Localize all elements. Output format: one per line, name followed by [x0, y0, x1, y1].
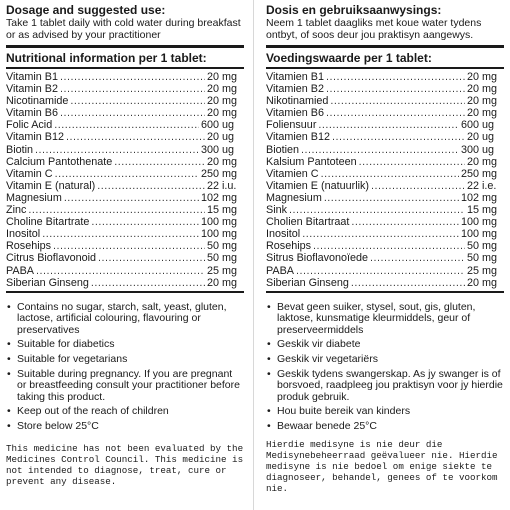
column-divider	[253, 0, 254, 510]
nutrient-name: Vitamien B6	[266, 107, 325, 120]
nutrient-row	[266, 95, 504, 107]
nutrient-unit: mg	[482, 95, 497, 108]
nutrient-value: 100	[200, 228, 219, 241]
nutrient-row	[6, 95, 244, 107]
info-bullets-af	[266, 302, 504, 433]
nutrient-unit: mg	[482, 252, 497, 265]
nutrient-value: 20	[466, 71, 479, 83]
nutrient-name: Citrus Bioflavonoid	[6, 252, 97, 265]
disclaimer-af: Hierdie medisyne is nie deur die Medisynebeheerraad geëvalueer nie. Hierdie medisyne is nie bedoel om enige siekte te diagnoseer, behandel, genees of te voorkom nie.	[266, 438, 498, 494]
dot-leader	[60, 107, 205, 119]
nutrient-value: 50	[206, 252, 219, 265]
nutrient-row	[6, 216, 244, 228]
nutrient-name: Biotien	[266, 143, 300, 156]
nutrient-name: Vitamien B1	[266, 71, 325, 83]
nutrient-unit: mg	[482, 216, 497, 229]
dot-leader	[70, 95, 205, 107]
nutrient-unit: ug	[482, 131, 495, 144]
dot-leader	[91, 277, 205, 289]
dot-leader	[91, 216, 199, 228]
nutrient-unit: mg	[482, 276, 497, 289]
nutrient-name: Cholien Bitartraat	[266, 216, 350, 229]
nutrient-value: 25	[466, 264, 479, 277]
nutrient-row	[266, 168, 504, 180]
nutrient-row	[6, 252, 244, 264]
nutrient-value: 100	[460, 216, 479, 229]
dot-leader	[60, 71, 205, 83]
nutrient-name: Kalsium Pantoteen	[266, 155, 357, 168]
nutrient-value: 102	[200, 191, 219, 204]
nutrient-unit: ug	[222, 131, 235, 144]
nutrient-name: Calcium Pantothenate	[6, 155, 113, 168]
nutrient-name: Vitamin B2	[6, 83, 59, 96]
nutrient-value: 20	[206, 107, 219, 120]
nutrient-unit: mg	[482, 83, 497, 96]
nutrient-name: Inositol	[266, 228, 301, 241]
dot-leader	[42, 228, 199, 240]
disclaimer: This medicine has not been evaluated by the Medicines Control Council. This medicine is not intended to diagnose, treat, cure or prevent any disease.	[6, 442, 244, 487]
nutrient-value: 600	[200, 119, 219, 132]
nutrient-row	[6, 144, 244, 156]
table-bottom-rule	[6, 291, 244, 293]
bullet-item: • Geskik tydens swangerskap. As jy swanger is of borsvoed, raadpleeg jou praktisyn voor jy hierdie produk gebruik.	[266, 369, 504, 404]
nutrient-name: Vitamien B2	[266, 83, 325, 96]
nutrient-unit: i.e.	[482, 179, 497, 192]
dot-leader	[326, 107, 465, 119]
nutrient-value: 20	[206, 71, 219, 83]
nutrient-name: Vitamien C	[266, 167, 319, 180]
nutrient-row	[6, 204, 244, 216]
nutrient-unit: mg	[482, 228, 497, 241]
nutrient-name: Vitamien E (natuurlik)	[266, 179, 370, 192]
bullet-item: • Geskik vir diabete	[266, 339, 504, 351]
dot-leader	[289, 204, 465, 216]
bullet-item: • Store below 25°C	[6, 421, 244, 433]
nutrient-value: 20	[466, 155, 479, 168]
dot-leader	[114, 156, 205, 168]
table-bottom-rule-af	[266, 291, 504, 293]
nutrient-name: Choline Bitartrate	[6, 216, 90, 229]
dot-leader	[370, 252, 465, 264]
nutrition-heading: Nutritional information per 1 tablet:	[6, 51, 207, 65]
nutrient-row	[6, 168, 244, 180]
nutrient-unit: mg	[222, 167, 237, 180]
nutrient-name: Rosehips	[266, 240, 312, 253]
nutrient-value: 20	[466, 276, 479, 289]
dosage-heading-af: Dosis en gebruiksaanwysings:	[266, 3, 442, 17]
nutrient-value: 100	[200, 216, 219, 229]
nutrient-unit: mg	[482, 204, 497, 217]
bullet-item: • Suitable for vegetarians	[6, 354, 244, 366]
nutrient-value: 300	[200, 143, 219, 156]
bullet-item: • Hou buite bereik van kinders	[266, 406, 504, 418]
nutrient-unit: mg	[222, 107, 237, 120]
bullet-item: • Bewaar benede 25°C	[266, 421, 504, 433]
nutrient-row	[6, 131, 244, 143]
nutrient-unit: i.u.	[222, 179, 237, 192]
heading-rule	[6, 45, 244, 48]
nutrient-value: 20	[466, 95, 479, 108]
nutrient-row	[266, 144, 504, 156]
nutrient-row	[6, 192, 244, 204]
dot-leader	[321, 168, 459, 180]
dosage-text-af: Neem 1 tablet daagliks met koue water tydens ontbyt, of soos deur jou praktisyn aangewys.	[266, 17, 482, 41]
table-rule	[6, 67, 244, 69]
nutrient-unit: mg	[222, 155, 237, 168]
nutrient-name: Siberian Ginseng	[266, 276, 349, 289]
nutrient-value: 15	[206, 204, 219, 217]
dot-leader	[326, 83, 465, 95]
nutrient-value: 50	[466, 240, 479, 253]
dot-leader	[326, 71, 465, 83]
nutrient-value: 22	[466, 179, 479, 192]
nutrient-name: Nikotinamied	[266, 95, 329, 108]
dot-leader	[60, 83, 205, 95]
nutrient-name: Vitamin E (natural)	[6, 179, 96, 192]
nutrient-row	[266, 119, 504, 131]
nutrient-row	[6, 83, 244, 95]
dot-leader	[371, 180, 465, 192]
nutrient-value: 250	[460, 167, 479, 180]
dot-leader	[64, 192, 199, 204]
nutrient-name: Vitamin C	[6, 167, 53, 180]
nutrient-row	[266, 240, 504, 252]
nutrient-value: 20	[466, 107, 479, 120]
nutrient-unit: mg	[482, 71, 497, 83]
nutrient-name: Sitrus Bioflavonoïede	[266, 252, 369, 265]
nutrient-name: Foliensuur	[266, 119, 317, 132]
nutrient-row	[266, 228, 504, 240]
nutrient-value: 50	[206, 240, 219, 253]
dot-leader	[318, 119, 459, 131]
dot-leader	[351, 277, 465, 289]
afrikaans-column	[266, 3, 504, 494]
nutrient-name: Biotin	[6, 143, 34, 156]
dot-leader	[301, 144, 459, 156]
nutrient-value: 300	[460, 143, 479, 156]
dot-leader	[54, 119, 199, 131]
dot-leader	[35, 144, 199, 156]
bullet-item: • Keep out of the reach of children	[6, 406, 244, 418]
nutrient-value: 600	[460, 119, 479, 132]
nutrient-unit: ug	[482, 143, 495, 156]
nutrient-value: 100	[460, 228, 479, 241]
dot-leader	[302, 228, 459, 240]
nutrient-value: 25	[206, 264, 219, 277]
nutrient-unit: mg	[222, 216, 237, 229]
nutrient-row	[266, 192, 504, 204]
nutrient-row	[6, 240, 244, 252]
dot-leader	[97, 180, 205, 192]
nutrient-name: Nicotinamide	[6, 95, 69, 108]
nutrient-name: Vitamien B12	[266, 131, 331, 144]
dot-leader	[359, 156, 465, 168]
nutrient-unit: mg	[222, 191, 237, 204]
nutrient-name: Sink	[266, 204, 288, 217]
nutrient-unit: mg	[482, 107, 497, 120]
nutrient-name: Vitamin B6	[6, 107, 59, 120]
nutrient-name: Zinc	[6, 204, 27, 217]
nutrient-unit: mg	[222, 95, 237, 108]
nutrient-unit: ug	[222, 119, 235, 132]
nutrient-row	[266, 252, 504, 264]
dot-leader	[53, 240, 205, 252]
nutrient-row	[266, 180, 504, 192]
dot-leader	[332, 131, 465, 143]
nutrient-name: Magnesium	[266, 191, 322, 204]
nutrition-table	[6, 71, 244, 289]
nutrient-row	[266, 265, 504, 277]
nutrient-unit: mg	[222, 240, 237, 253]
info-bullets	[6, 302, 244, 433]
dot-leader	[330, 95, 465, 107]
nutrient-value: 20	[206, 83, 219, 96]
nutrient-row	[6, 107, 244, 119]
nutrient-value: 250	[200, 167, 219, 180]
table-rule-af	[266, 67, 504, 69]
nutrient-value: 20	[466, 83, 479, 96]
nutrient-value: 20	[206, 95, 219, 108]
nutrient-name: PABA	[266, 264, 295, 277]
dot-leader	[296, 265, 465, 277]
bullet-item: • Contains no sugar, starch, salt, yeast, gluten, lactose, artificial colouring, flavouring or preservatives	[6, 302, 244, 337]
dot-leader	[28, 204, 205, 216]
dot-leader	[66, 131, 205, 143]
nutrient-name: Siberian Ginseng	[6, 276, 89, 289]
nutrient-unit: ug	[482, 119, 495, 132]
nutrient-unit: mg	[222, 252, 237, 265]
nutrient-unit: mg	[222, 71, 237, 83]
dot-leader	[98, 252, 205, 264]
nutrient-value: 102	[460, 191, 479, 204]
nutrient-unit: mg	[222, 83, 237, 96]
bullet-item: • Suitable during pregnancy. If you are pregnant or breastfeeding consult your practitioner before taking this product.	[6, 369, 244, 404]
nutrient-name: Magnesium	[6, 191, 62, 204]
nutrient-row	[266, 131, 504, 143]
nutrient-unit: mg	[222, 228, 237, 241]
nutrient-row	[266, 107, 504, 119]
nutrient-row	[266, 71, 504, 83]
nutrient-row	[6, 119, 244, 131]
dot-leader	[351, 216, 459, 228]
nutrient-value: 20	[206, 155, 219, 168]
nutrition-heading-af: Voedingswaarde per 1 tablet:	[266, 51, 432, 65]
nutrient-unit: ug	[222, 143, 235, 156]
nutrient-unit: mg	[222, 264, 237, 277]
dosage-heading: Dosage and suggested use:	[6, 3, 166, 17]
nutrient-name: Inositol	[6, 228, 41, 241]
english-column	[6, 3, 244, 487]
bullet-item: • Geskik vir vegetariërs	[266, 354, 504, 366]
dot-leader	[36, 265, 205, 277]
nutrient-row	[6, 71, 244, 83]
nutrient-row	[266, 156, 504, 168]
nutrient-unit: mg	[482, 155, 497, 168]
nutrient-unit: mg	[482, 167, 497, 180]
nutrient-row	[6, 156, 244, 168]
nutrient-unit: mg	[222, 204, 237, 217]
dot-leader	[55, 168, 199, 180]
nutrient-name: Rosehips	[6, 240, 52, 253]
nutrient-row	[6, 180, 244, 192]
nutrient-name: PABA	[6, 264, 35, 277]
nutrient-row	[266, 204, 504, 216]
dosage-text: Take 1 tablet daily with cold water during breakfast or as advised by your practitioner	[6, 17, 241, 41]
nutrient-value: 20	[206, 131, 219, 144]
nutrient-value: 20	[466, 131, 479, 144]
nutrient-unit: mg	[482, 191, 497, 204]
nutrient-name: Vitamin B1	[6, 71, 59, 83]
nutrient-unit: mg	[482, 240, 497, 253]
bullet-item: • Bevat geen suiker, stysel, sout, gis, gluten, laktose, kunsmatige kleurmiddels, geur of preserveermiddels	[266, 302, 504, 337]
bullet-item: • Suitable for diabetics	[6, 339, 244, 351]
nutrient-value: 20	[206, 276, 219, 289]
nutrient-row	[6, 228, 244, 240]
nutrient-unit: mg	[482, 264, 497, 277]
nutrient-row	[266, 83, 504, 95]
nutrient-unit: mg	[222, 276, 237, 289]
nutrient-row	[266, 277, 504, 289]
dot-leader	[324, 192, 459, 204]
nutrient-value: 22	[206, 179, 219, 192]
nutrient-row	[6, 277, 244, 289]
heading-rule-af	[266, 45, 504, 48]
nutrient-name: Vitamin B12	[6, 131, 65, 144]
nutrient-value: 50	[466, 252, 479, 265]
nutrient-row	[6, 265, 244, 277]
nutrient-row	[266, 216, 504, 228]
dot-leader	[313, 240, 465, 252]
nutrition-table-af	[266, 71, 504, 289]
nutrient-value: 15	[466, 204, 479, 217]
nutrient-name: Folic Acid	[6, 119, 53, 132]
